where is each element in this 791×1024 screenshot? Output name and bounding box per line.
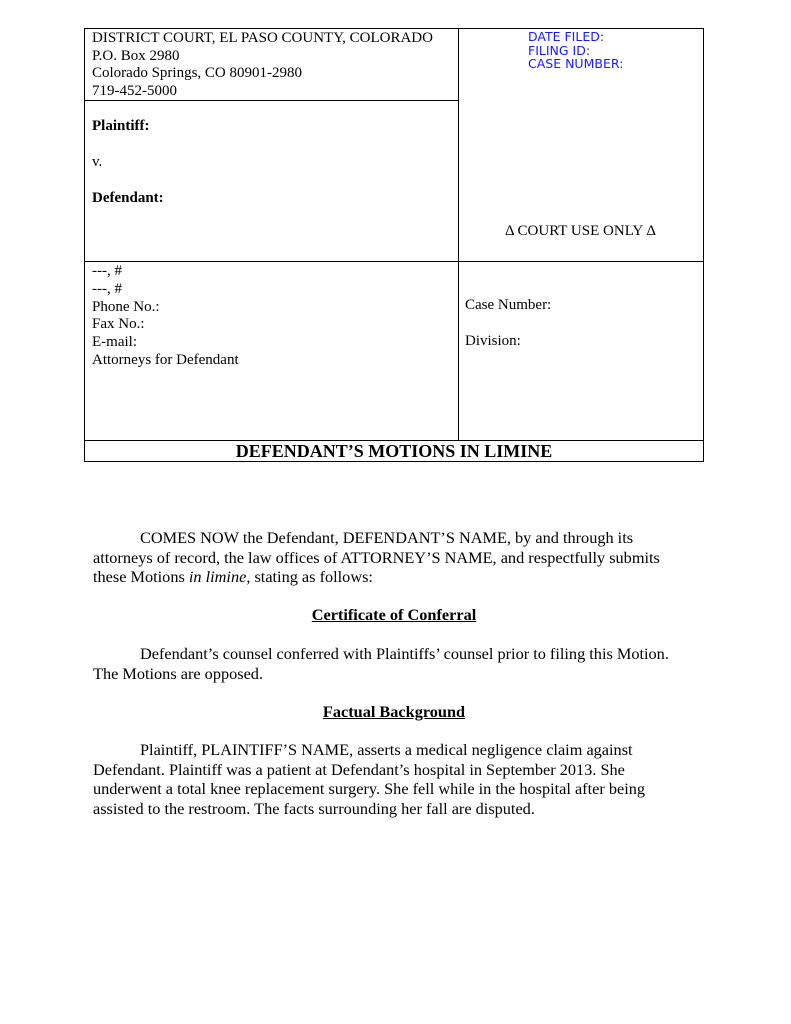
intro-text-end: , stating as follows: xyxy=(246,567,373,586)
attorney-line-1: ---, # xyxy=(92,263,122,279)
background-paragraph xyxy=(93,740,693,818)
heading-certificate-of-conferral: Certificate of Conferral xyxy=(311,605,477,624)
division-label: Division: xyxy=(465,333,521,349)
attorney-fax: Fax No.: xyxy=(92,316,145,333)
filing-id-label: FILING ID: xyxy=(528,42,591,58)
efiling-stamp xyxy=(528,30,623,71)
heading-factual-background: Factual Background xyxy=(322,702,466,721)
versus-label: v. xyxy=(92,154,103,170)
plaintiff-label: Plaintiff: xyxy=(92,118,150,134)
defendant-label: Defendant: xyxy=(92,190,164,206)
attorney-line-2: ---, # xyxy=(92,280,122,297)
attorney-email: E-mail: xyxy=(92,334,137,351)
conferral-paragraph xyxy=(93,644,693,683)
intro-paragraph xyxy=(93,528,693,587)
case-number-stamp-label: CASE NUMBER: xyxy=(528,56,624,71)
court-name: DISTRICT COURT, EL PASO COUNTY, COLORADO xyxy=(92,30,433,46)
attorney-phone: Phone No.: xyxy=(92,298,160,315)
attorney-info-cell xyxy=(85,261,459,440)
court-use-only-label: Δ COURT USE ONLY Δ xyxy=(504,223,657,239)
case-number-cell xyxy=(458,261,703,440)
conferral-text: Defendant’s counsel conferred with Plaintiffs’ counsel prior to filing this Motion. The Motions are opposed. xyxy=(93,644,669,683)
date-filed-label: DATE FILED: xyxy=(528,29,605,44)
court-info-cell xyxy=(85,29,459,101)
background-text: Plaintiff, PLAINTIFF’S NAME, asserts a medical negligence claim against Defendant. Plaintiff was a patient at Defendant’s hospital in September 2013. She underwent a total knee replacement surgery. She fell while in the hospital after being assisted to the restroom. The facts surrounding her fall are disputed. xyxy=(93,740,646,818)
caption-table xyxy=(84,28,704,462)
court-phone: 719-452-5000 xyxy=(92,82,177,99)
court-address-line-1: P.O. Box 2980 xyxy=(92,47,180,64)
court-use-cell xyxy=(458,29,703,262)
case-number-label: Case Number: xyxy=(465,297,552,313)
parties-cell xyxy=(85,100,459,262)
intro-italic-text: in limine xyxy=(188,567,247,586)
court-address-line-2: Colorado Springs, CO 80901-2980 xyxy=(92,65,302,81)
intro-text: COMES NOW the Defendant, DEFENDANT’S NAME, by and through its attorneys of record, the law offices of ATTORNEY’S NAME, and respectfully submits these Motions xyxy=(93,528,660,586)
document-title: DEFENDANT’S MOTIONS IN LIMINE xyxy=(85,440,703,461)
attorney-role: Attorneys for Defendant xyxy=(92,351,239,368)
